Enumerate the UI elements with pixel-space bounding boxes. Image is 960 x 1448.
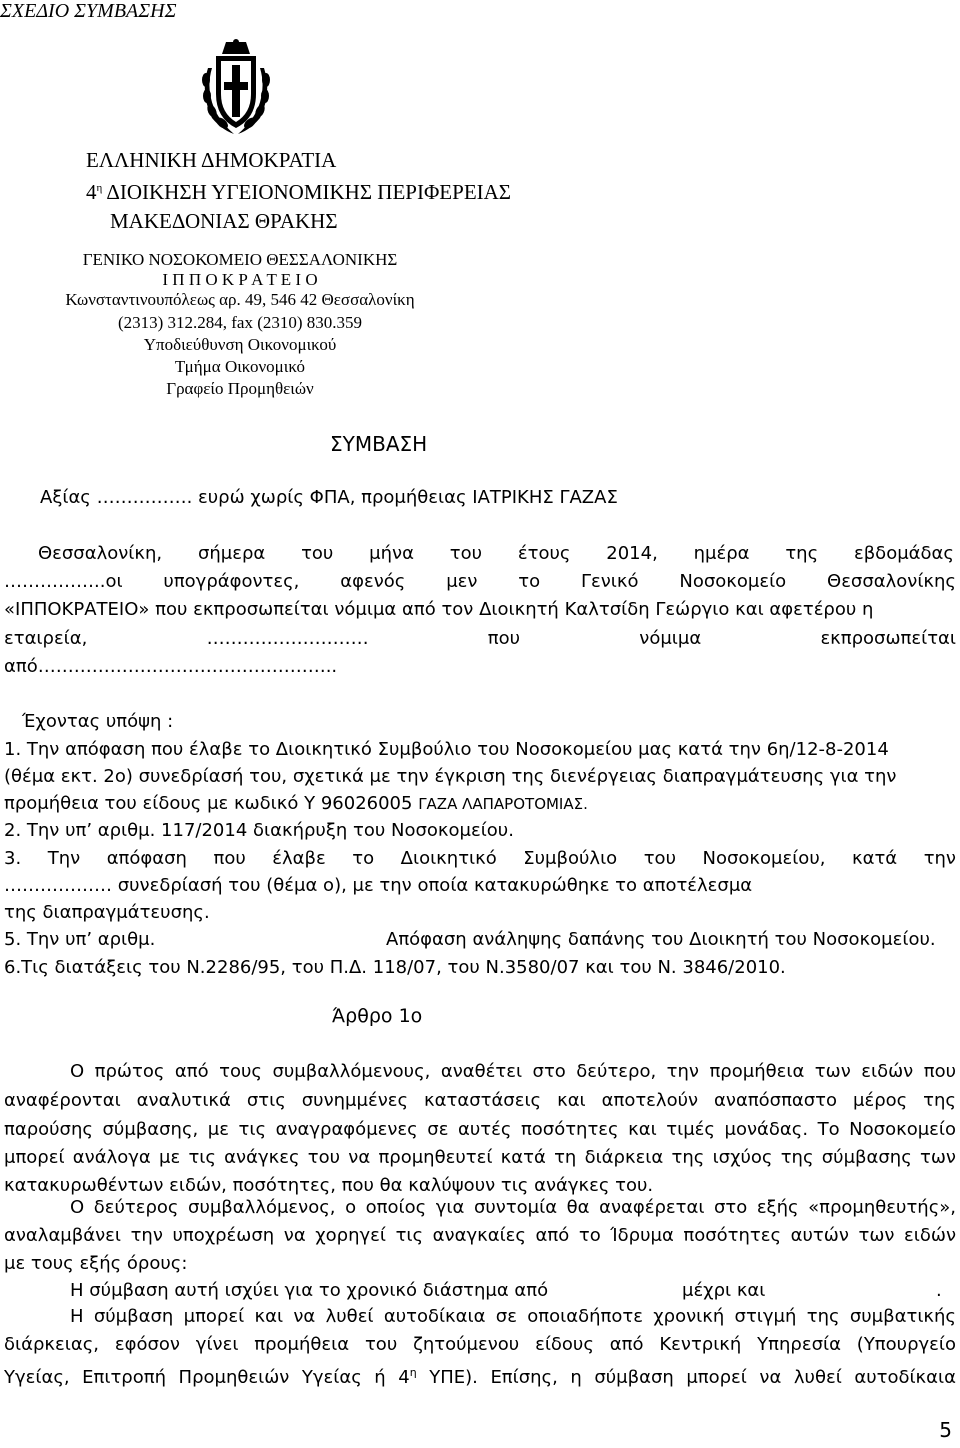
article-p4-line-3 [4, 1359, 956, 1392]
item-1-product-name: ΓΑΖΑ ΛΑΠΑΡΟΤΟΜΙΑΣ. [418, 795, 588, 813]
draft-label: ΣΧΕΔΙΟ ΣΥΜΒΑΣΗΣ [0, 0, 177, 22]
article-p1-line-5: κατακυρωθέντων ειδών, ποσότητες, που θα καλύψουν τις ανάγκες του. [4, 1175, 654, 1196]
intro-line-3: «ΙΠΠΟΚΡΑΤΕΙΟ» που εκπροσωπείται νόμιμα από τον Διοικητή Καλτσίδη Γεώργιο και αφετέρου η [4, 599, 874, 620]
article-p1-line-3: παρούσης σύμβασης, με τις αναγραφόμενες σε αυτές ποσότητες και τιμές μονάδας. Το Νοσοκομείο [4, 1119, 956, 1140]
office: Γραφείο Προμηθειών [166, 379, 314, 398]
item-1-line-2: (θέμα εκτ. 2ο) συνεδρίασή του, σχετικά με την έγκριση της διενέργειας διαπραγμάτευσης για την [4, 766, 897, 787]
intro-represented: εκπροσωπείται [820, 628, 956, 649]
article-p3-end: . [936, 1280, 942, 1301]
item-3-line-2: ……………… συνεδρίασή του (θέμα ο), με την οποία κατακυρώθηκε το αποτέλεσμα [4, 875, 753, 896]
item-3-line-3: της διαπραγμάτευσης. [4, 902, 210, 923]
intro-place-date: Θεσσαλονίκη, σήμερα [38, 543, 266, 564]
intro-line-1 [38, 540, 954, 568]
authority-number: 4 [86, 180, 97, 204]
item-3-line-1: 3. Την απόφαση που έλαβε το Διοικητικό Συμβούλιο του Νοσοκομείου, κατά την [4, 848, 956, 869]
article-p4-line-1: Η σύμβαση μπορεί και να λυθεί αυτοδίκαια σε οποιαδήποτε χρονική στιγμή της συμβατικής [70, 1306, 956, 1327]
intro-company: εταιρεία, [4, 628, 88, 649]
article-title: Άρθρο 1ο [332, 1005, 423, 1027]
intro-year-day: του έτους 2014, ημέρα της εβδομάδας [449, 543, 954, 564]
article-p4-superscript: η [409, 1366, 417, 1379]
considering-heading: Έχοντας υπόψη : [22, 711, 174, 732]
article-p4-line-3-end: ΥΠΕ). Επίσης, η σύμβαση μπορεί να λυθεί αυτοδίκαια [416, 1367, 956, 1388]
article-p1-line-1: Ο πρώτος από τους συμβαλλόμενους, αναθέτει στο δεύτερο, την προμήθεια των ειδών που [70, 1061, 956, 1082]
intro-line-4 [4, 625, 956, 653]
item-5-number: 5. Την υπ’ αριθμ. [4, 929, 156, 950]
health-authority [86, 180, 511, 205]
authority-superscript: η [96, 182, 103, 194]
intro-line-2: ……………..οι υπογράφοντες, αφενός μεν το Γενικό Νοσοκομείο Θεσσαλονίκης [4, 571, 956, 592]
authority-text: ΔΙΟΙΚΗΣΗ ΥΓΕΙΟΝΟΜΙΚΗΣ ΠΕΡΙΦΕΡΕΙΑΣ [102, 180, 512, 204]
article-p3 [70, 1277, 950, 1305]
contract-value-line: Αξίας ……………. ευρώ χωρίς ΦΠΑ, προμήθειας ΙΑΤΡΙΚΗΣ ΓΑΖΑΣ [40, 487, 618, 508]
item-6: 6.Τις διατάξεις του Ν.2286/95, του Π.Δ. 118/07, του Ν.3580/07 και του Ν. 3846/2010. [4, 957, 786, 978]
article-p1-line-4: μπορεί ανάλογα με τις ανάγκες του να προμηθευτεί κατά τη διάρκεια της ισχύος της σύμβασης των [4, 1147, 956, 1168]
article-p1-line-2: αναφέρονται αναλυτικά στις συνημμένες καταστάσεις και αποτελούν αναπόσπαστο μέρος της [4, 1090, 956, 1111]
item-1-line-3 [4, 790, 588, 818]
intro-company-blank: ……………………… [206, 628, 369, 649]
hospital-address: Κωνσταντινουπόλεως αρ. 49, 546 42 Θεσσαλονίκη [65, 290, 415, 309]
page-number: 5 [939, 1418, 952, 1442]
article-p2-line-3: με τους εξής όρους: [4, 1253, 188, 1274]
region-name: ΜΑΚΕΔΟΝΙΑΣ ΘΡΑΚΗΣ [110, 209, 338, 233]
article-p3-period-from: Η σύμβαση αυτή ισχύει για το χρονικό διάστημα από [70, 1280, 549, 1301]
article-p3-until: μέχρι και [682, 1280, 766, 1301]
department: Τμήμα Οικονομικό [174, 357, 306, 376]
item-1-product-code: προμήθεια του είδους με κωδικό Υ 96026005 [4, 793, 419, 814]
article-p2-line-2: αναλαμβάνει την υποχρέωση να χορηγεί τις αναγκαίες από το Ίδρυμα ποσότητες αυτών των ειδών [4, 1225, 956, 1246]
intro-which: που [487, 628, 521, 649]
item-2: 2. Την υπ’ αριθμ. 117/2014 διακήρυξη του Νοσοκομείου. [4, 820, 514, 841]
item-5-decision: Απόφαση ανάληψης δαπάνης του Διοικητή του Νοσοκομείου. [386, 929, 936, 950]
item-1-line-1: 1. Την απόφαση που έλαβε το Διοικητικό Συμβούλιο του Νοσοκομείου μας κατά την 6η/12-8-2014 [4, 739, 889, 760]
intro-legally: νόμιμα [639, 628, 702, 649]
subdirectorate: Υποδιεύθυνση Οικονομικού [143, 335, 337, 354]
hospital-name: ΓΕΝΙΚΟ ΝΟΣΟΚΟΜΕΙΟ ΘΕΣΣΑΛΟΝΙΚΗΣ [82, 250, 398, 269]
article-p4-line-2: διάρκειας, εφόσον γίνει προμήθεια του ζητούμενου είδους από Κεντρική Υπηρεσία (Υπουργείο [4, 1334, 956, 1355]
hospital-short-name: Ι Π Π Ο Κ Ρ Α Τ Ε Ι Ο [162, 270, 318, 289]
item-5 [4, 926, 936, 954]
country-name: ΕΛΛΗΝΙΚΗ ΔΗΜΟΚΡΑΤΙΑ [86, 148, 337, 172]
article-p4-line-3-start: Υγείας, Επιτροπή Προμηθειών Υγείας ή 4 [4, 1367, 410, 1388]
intro-line-5: από………………………………………….. [4, 656, 338, 677]
article-p2-line-1: Ο δεύτερος συμβαλλόμενος, ο οποίος για συντομία θα αναφέρεται στο εξής «προμηθευτής», [70, 1197, 956, 1218]
intro-month: του μήνα [301, 543, 414, 564]
coat-of-arms-emblem [198, 38, 274, 138]
hospital-phone: (2313) 312.284, fax (2310) 830.359 [117, 313, 363, 332]
contract-title: ΣΥΜΒΑΣΗ [330, 432, 428, 456]
